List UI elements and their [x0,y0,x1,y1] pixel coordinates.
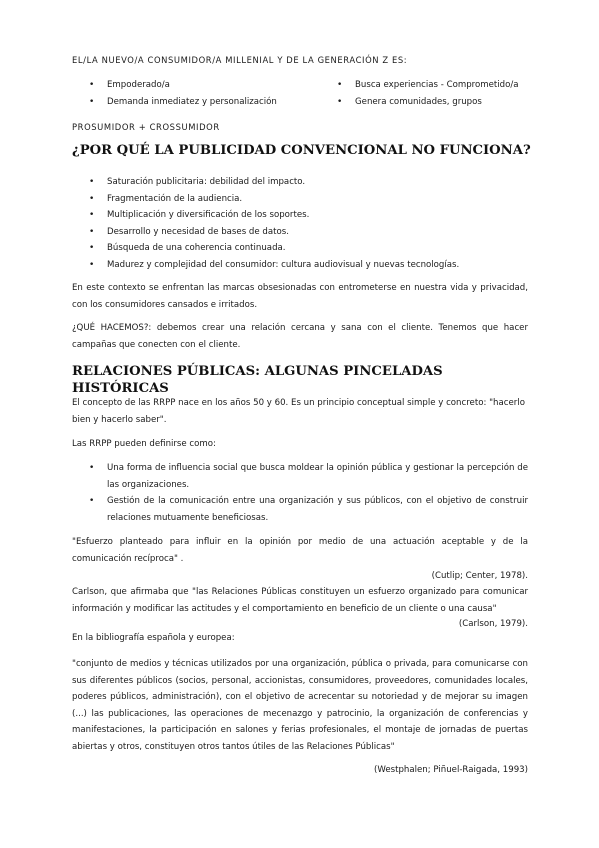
carlson-citation: (Carlson, 1979). [458,619,528,629]
section-title-publicidad: ¿POR QUÉ LA PUBLICIDAD CONVENCIONAL NO FUNCIONA? [72,143,531,158]
prosumidor-label: PROSUMIDOR + CROSSUMIDOR [72,122,220,132]
list-item: • Empoderado/a [72,77,332,94]
consumer-traits-col2 [320,77,550,110]
list-item: • Madurez y complejidad del consumidor: cultura audiovisual y nuevas tecnologías. [72,257,532,274]
que-hacemos-paragraph: ¿QUÉ HACEMOS?: debemos crear una relación cercana y sana con el cliente. Tenemos que hacer campañas que conecten con el cliente. [72,323,528,350]
list-item: • Desarrollo y necesidad de bases de datos. [72,224,532,241]
list-item: • Gestión de la comunicación entre una organización y sus públicos, con el objetivo de construir relaciones mutuamente beneficiosas. [72,493,528,526]
westphalen-citation: (Westphalen; Piñuel-Raigada, 1993) [373,765,528,775]
biblio-label: En la bibliografía española y europea: [72,633,235,643]
publicidad-reasons-list [72,174,532,274]
section-title-relaciones-publicas: RELACIONES PÚBLICAS: ALGUNAS PINCELADAS HISTÓRICAS [72,364,443,396]
list-item: • Multiplicación y diversificación de los soportes. [72,207,532,224]
consumer-heading: EL/LA NUEVO/A CONSUMIDOR/A MILLENIAL Y DE LA GENERACIÓN Z ES: [72,55,408,65]
list-item: • Busca experiencias - Comprometido/a [320,77,550,94]
carlson-paragraph: Carlson, que afirmaba que "las Relaciones Públicas constituyen un esfuerzo organizado para comunicar información y modificar las actitudes y el comportamiento en beneficio de un cliente o una causa" [72,587,528,614]
list-item: • Una forma de influencia social que busca moldear la opinión pública y gestionar la percepción de las organizaciones. [72,460,528,493]
list-item: • Saturación publicitaria: debilidad del impacto. [72,174,532,191]
rrpp-intro-paragraph: El concepto de las RRPP nace en los años 50 y 60. Es un principio conceptual simple y concreto: "hacerlo bien y hacerlo saber". [72,398,525,425]
list-item: • Demanda inmediatez y personalización [72,94,332,111]
context-paragraph: En este contexto se enfrentan las marcas obsesionadas con entrometerse en nuestra vida y privacidad, con los consumidores cansados e irritados. [72,283,528,310]
consumer-traits-col1 [72,77,332,110]
list-item: • Búsqueda de una coherencia continuada. [72,240,532,257]
rrpp-define-label: Las RRPP pueden definirse como: [72,439,216,449]
cutlip-quote: "Esfuerzo planteado para influir en la opinión por medio de una actuación aceptable y de la comunicación recíproca" . [72,537,528,564]
rrpp-definitions-list [72,460,528,526]
list-item: • Genera comunidades, grupos [320,94,550,111]
westphalen-quote: "conjunto de medios y técnicas utilizados por una organización, pública o privada, para comunicarse con sus diferentes públicos (socios, personal, accionistas, consumidores, proveedores, comunidades locales, poderes públicos, administración), con el objetivo de acrecentar su notoriedad y de mejorar su imagen (...) las publicaciones, las operaciones de mecenazgo y patrocinio, la organización de conferencias y manifestaciones, la participación en salones y ferias profesionales, el montaje de jornadas de puertas abiertas y otros, constituyen otros tantos útiles de las Relaciones Públicas" [72,659,528,752]
cutlip-citation: (Cutlip; Center, 1978). [431,571,528,581]
list-item: • Fragmentación de la audiencia. [72,191,532,208]
